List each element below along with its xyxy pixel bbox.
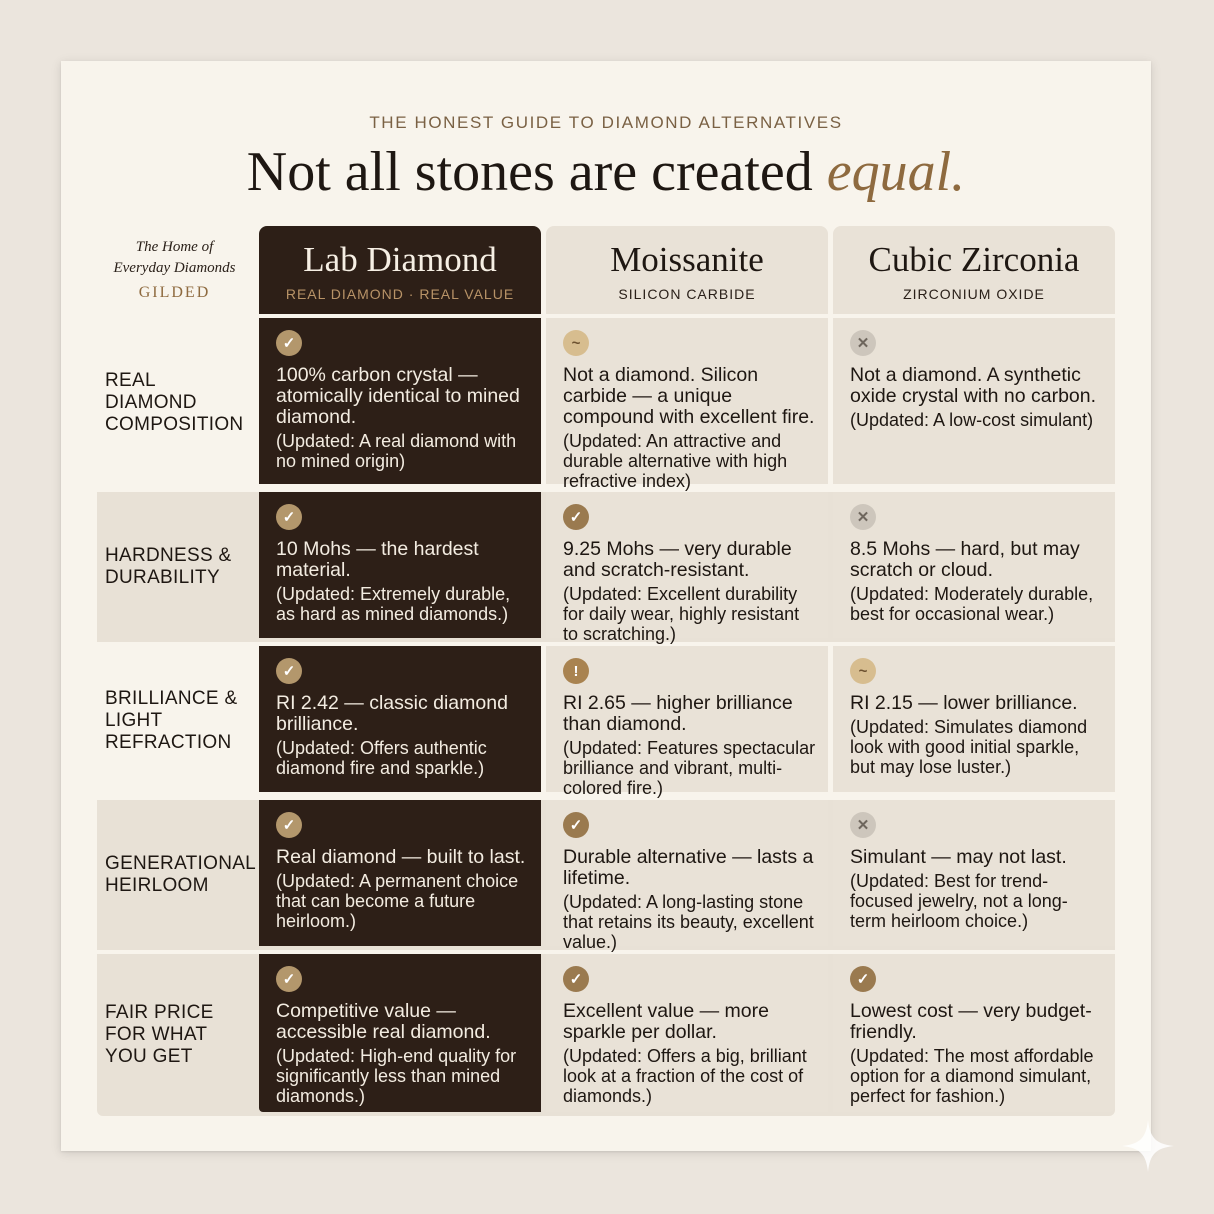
comparison-cell [833, 800, 1115, 946]
row-label-line: GENERATIONAL [105, 853, 257, 874]
row-label-line: LIGHT [105, 710, 163, 731]
headline-main: Not all stones are created [246, 141, 813, 203]
check-icon: ✓ [276, 330, 302, 356]
headline [61, 139, 1151, 205]
cell-note-text: (Updated: Best for trend-focused jewelry, not a long-term heirloom choice.) [850, 871, 1068, 931]
brand-tagline-line2: Everyday Diamonds [113, 260, 236, 276]
tilde-icon: ~ [563, 330, 589, 356]
cell-note-text: (Updated: Excellent durability for daily wear, highly resistant to scratching.) [563, 584, 800, 644]
check-icon: ✓ [276, 504, 302, 530]
column-header-moissanite [546, 226, 828, 314]
cross-icon: ✕ [850, 330, 876, 356]
row-label-line: DURABILITY [105, 567, 220, 588]
cell-note-text: (Updated: Offers a big, brilliant look at a fraction of the cost of diamonds.) [563, 1046, 807, 1106]
check-icon: ✓ [563, 812, 589, 838]
row-label [105, 688, 255, 754]
comparison-cell [546, 800, 828, 952]
check-icon: ✓ [563, 504, 589, 530]
check-icon: ✓ [850, 966, 876, 992]
column-title: Moissanite [610, 240, 764, 279]
check-icon: ✓ [276, 966, 302, 992]
cell-main-text: Lowest cost — very budget-friendly. [850, 1000, 1092, 1043]
column-title: Cubic Zirconia [868, 240, 1080, 279]
check-icon: ✓ [276, 658, 302, 684]
cell-main-text: RI 2.65 — higher brilliance than diamond. [563, 692, 793, 735]
tilde-icon: ~ [850, 658, 876, 684]
cell-main-text: Not a diamond. Silicon carbide — a unique compound with excellent fire. [563, 364, 815, 428]
cell-note-text: (Updated: The most affordable option for a diamond simulant, perfect for fashion.) [850, 1046, 1094, 1106]
brand-block [97, 237, 252, 302]
cell-note-text: (Updated: An attractive and durable alternative with high refractive index) [563, 431, 788, 491]
sparkle-icon [1120, 1118, 1176, 1174]
brand-name: GILDED [138, 284, 211, 301]
comparison-cell [546, 954, 828, 1112]
row-label [105, 370, 255, 436]
row-label-line: HEIRLOOM [105, 875, 209, 896]
cell-main-text: Excellent value — more sparkle per dollar. [563, 1000, 769, 1043]
cross-icon: ✕ [850, 504, 876, 530]
comparison-cell [259, 646, 541, 792]
column-header-lab-diamond [259, 226, 541, 314]
comparison-cell [546, 492, 828, 644]
cell-note-text: (Updated: Extremely durable, as hard as mined diamonds.) [276, 584, 511, 624]
row-label [105, 545, 255, 589]
cell-note-text: (Updated: Offers authentic diamond fire and sparkle.) [276, 738, 487, 778]
cell-main-text: Not a diamond. A synthetic oxide crystal with no carbon. [850, 364, 1097, 407]
cell-main-text: Competitive value — accessible real diamond. [276, 1000, 491, 1043]
cell-main-text: Durable alternative — lasts a lifetime. [563, 846, 814, 889]
comparison-cell [546, 318, 828, 491]
row-label-line: YOU GET [105, 1046, 193, 1067]
column-subtitle: SILICON CARBIDE [618, 286, 756, 302]
row-label-line: COMPOSITION [105, 414, 244, 435]
column-header-cubic-zirconia [833, 226, 1115, 314]
column-subtitle: REAL DIAMOND · REAL VALUE [285, 286, 515, 302]
cell-note-text: (Updated: A long-lasting stone that retains its beauty, excellent value.) [563, 892, 814, 952]
cell-note-text: (Updated: A real diamond with no mined origin) [276, 431, 517, 471]
cell-main-text: 9.25 Mohs — very durable and scratch-resistant. [563, 538, 792, 581]
row-label [105, 853, 255, 897]
row-label-line: FAIR PRICE [105, 1002, 214, 1023]
row-label [105, 1002, 255, 1068]
cell-main-text: Simulant — may not last. [850, 846, 1067, 868]
row-label-line: REAL [105, 370, 156, 391]
comparison-cell [833, 492, 1115, 638]
row-label-line: REFRACTION [105, 732, 232, 753]
column-subtitle: ZIRCONIUM OXIDE [903, 286, 1045, 302]
cell-main-text: Real diamond — built to last. [276, 846, 526, 868]
cell-note-text: (Updated: A permanent choice that can become a future heirloom.) [276, 871, 519, 931]
cell-main-text: 100% carbon crystal — atomically identical to mined diamond. [276, 364, 520, 428]
cell-main-text: 10 Mohs — the hardest material. [276, 538, 479, 581]
comparison-cell [833, 646, 1115, 792]
check-icon: ✓ [276, 812, 302, 838]
cell-note-text: (Updated: High-end quality for significantly less than mined diamonds.) [276, 1046, 517, 1106]
eyebrow-title: THE HONEST GUIDE TO DIAMOND ALTERNATIVES [369, 113, 843, 132]
cell-main-text: RI 2.42 — classic diamond brilliance. [276, 692, 508, 735]
column-title: Lab Diamond [303, 240, 497, 279]
comparison-cell [259, 800, 541, 946]
brand-tagline-line1: The Home of [135, 239, 214, 255]
check-icon: ✓ [563, 966, 589, 992]
comparison-cell [259, 492, 541, 638]
row-label-line: HARDNESS & [105, 545, 232, 566]
comparison-cell [259, 954, 541, 1112]
headline-accent: equal. [826, 141, 966, 203]
comparison-cell [546, 646, 828, 798]
comparison-cell [259, 318, 541, 484]
exclamation-icon: ! [563, 658, 589, 684]
row-label-line: FOR WHAT [105, 1024, 208, 1045]
comparison-card [61, 61, 1151, 1151]
cell-note-text: (Updated: Moderately durable, best for occasional wear.) [850, 584, 1094, 624]
comparison-cell [833, 318, 1115, 484]
cell-note-text: (Updated: Simulates diamond look with good initial sparkle, but may lose luster.) [850, 717, 1088, 777]
cell-note-text: (Updated: A low-cost simulant) [850, 410, 1094, 430]
row-label-line: DIAMOND [105, 392, 197, 413]
cell-main-text: RI 2.15 — lower brilliance. [850, 692, 1078, 714]
comparison-cell [833, 954, 1115, 1112]
cell-note-text: (Updated: Features spectacular brilliance and vibrant, multi-colored fire.) [563, 738, 816, 798]
cross-icon: ✕ [850, 812, 876, 838]
row-label-line: BRILLIANCE & [105, 688, 238, 709]
cell-main-text: 8.5 Mohs — hard, but may scratch or cloud. [850, 538, 1080, 581]
